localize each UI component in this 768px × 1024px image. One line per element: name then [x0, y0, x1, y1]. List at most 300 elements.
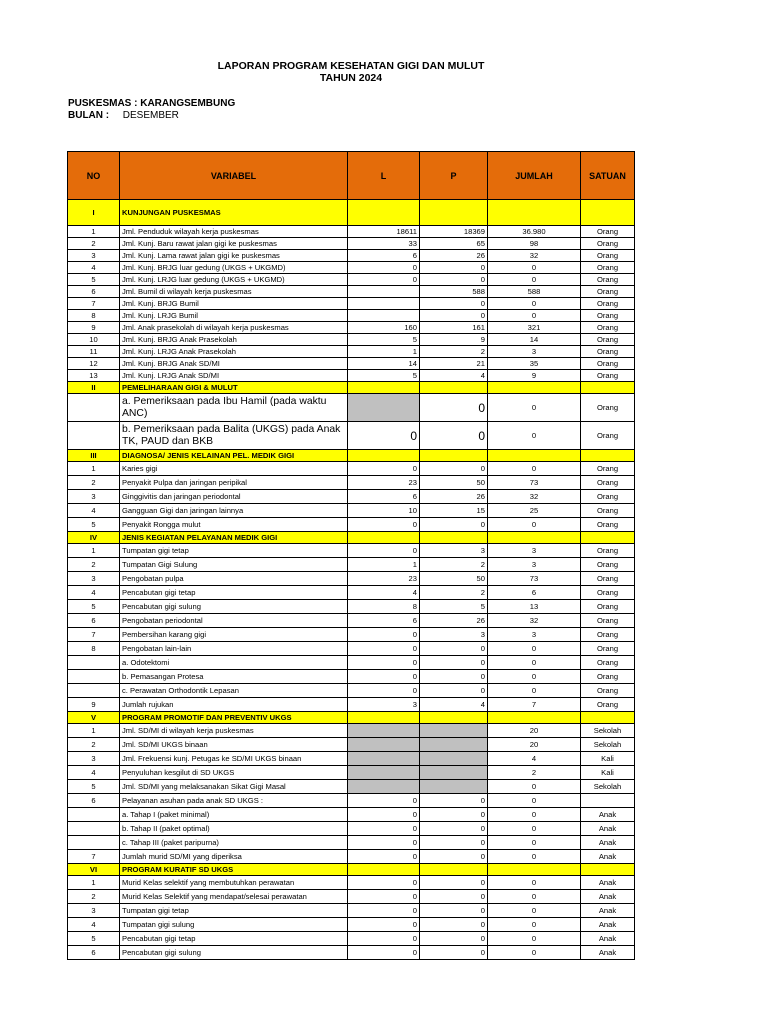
variable-cell: Jml. Kunj. LRJG Anak Prasekolah [120, 346, 348, 358]
satuan-value: Orang [581, 684, 635, 698]
jumlah-value: 6 [488, 586, 581, 600]
bulan-line [68, 110, 179, 122]
table-row [68, 684, 635, 698]
variable-cell: Gangguan Gigi dan jaringan lainnya [120, 504, 348, 518]
section-title: PEMELIHARAAN GIGI & MULUT [120, 382, 348, 394]
variable-cell: Pencabutan gigi sulung [120, 946, 348, 960]
variable-cell: Jml. SD/MI yang melaksanakan Sikat Gigi Masal [120, 780, 348, 794]
row-number: 1 [68, 876, 120, 890]
variable-cell: Pelayanan asuhan pada anak SD UKGS : [120, 794, 348, 808]
variable-cell: Pengobatan lain-lain [120, 642, 348, 656]
l-value: 14 [348, 358, 420, 370]
jumlah-value: 35 [488, 358, 581, 370]
l-value [348, 738, 420, 752]
empty-cell [488, 864, 581, 876]
variable-cell: a. Pemeriksaan pada Ibu Hamil (pada waktu ANC) [120, 394, 348, 422]
column-header: VARIABEL [120, 152, 348, 200]
jumlah-value: 32 [488, 490, 581, 504]
l-value: 0 [348, 274, 420, 286]
satuan-value: Orang [581, 334, 635, 346]
variable-cell: Penyuluhan kesgilut di SD UKGS [120, 766, 348, 780]
jumlah-value: 98 [488, 238, 581, 250]
row-number: 4 [68, 504, 120, 518]
l-value: 0 [348, 544, 420, 558]
table-row [68, 422, 635, 450]
p-value: 50 [420, 572, 488, 586]
variable-cell: Tumpatan gigi sulung [120, 918, 348, 932]
l-value [348, 394, 420, 422]
empty-cell [581, 532, 635, 544]
row-number: 8 [68, 310, 120, 322]
jumlah-value: 13 [488, 600, 581, 614]
section-title: PROGRAM KURATIF SD UKGS [120, 864, 348, 876]
jumlah-value: 0 [488, 904, 581, 918]
section-header-row [68, 864, 635, 876]
table-row [68, 698, 635, 712]
p-value: 0 [420, 394, 488, 422]
satuan-value [581, 794, 635, 808]
l-value: 0 [348, 670, 420, 684]
l-value: 33 [348, 238, 420, 250]
empty-cell [420, 450, 488, 462]
row-number: 7 [68, 850, 120, 864]
column-header: SATUAN [581, 152, 635, 200]
table-row [68, 286, 635, 298]
empty-cell [348, 712, 420, 724]
l-value: 0 [348, 850, 420, 864]
section-header-row [68, 200, 635, 226]
table-row [68, 808, 635, 822]
table-row [68, 346, 635, 358]
variable-cell: Pembersihan karang gigi [120, 628, 348, 642]
empty-cell [348, 382, 420, 394]
row-number: 3 [68, 904, 120, 918]
jumlah-value: 0 [488, 850, 581, 864]
table-row [68, 572, 635, 586]
table-row [68, 586, 635, 600]
variable-cell: Pengobatan pulpa [120, 572, 348, 586]
row-number: 3 [68, 572, 120, 586]
l-value [348, 310, 420, 322]
variable-cell: Tumpatan Gigi Sulung [120, 558, 348, 572]
row-number: 3 [68, 752, 120, 766]
p-value: 0 [420, 822, 488, 836]
satuan-value: Orang [581, 614, 635, 628]
jumlah-value: 73 [488, 476, 581, 490]
jumlah-value: 0 [488, 890, 581, 904]
jumlah-value: 9 [488, 370, 581, 382]
table-row [68, 370, 635, 382]
row-number [68, 394, 120, 422]
section-header-row [68, 532, 635, 544]
variable-cell: Penyakit Pulpa dan jaringan peripikal [120, 476, 348, 490]
bulan-value: DESEMBER [122, 110, 179, 121]
empty-cell [581, 450, 635, 462]
satuan-value: Orang [581, 490, 635, 504]
satuan-value: Orang [581, 226, 635, 238]
l-value: 1 [348, 346, 420, 358]
p-value [420, 766, 488, 780]
satuan-value: Orang [581, 462, 635, 476]
row-number: 5 [68, 780, 120, 794]
table-row [68, 890, 635, 904]
p-value: 18369 [420, 226, 488, 238]
satuan-value: Orang [581, 698, 635, 712]
variable-cell: Pencabutan gigi tetap [120, 586, 348, 600]
satuan-value: Orang [581, 422, 635, 450]
row-number: 13 [68, 370, 120, 382]
p-value [420, 780, 488, 794]
jumlah-value: 0 [488, 822, 581, 836]
p-value: 65 [420, 238, 488, 250]
jumlah-value: 14 [488, 334, 581, 346]
p-value: 2 [420, 586, 488, 600]
l-value: 160 [348, 322, 420, 334]
p-value [420, 752, 488, 766]
table-row [68, 558, 635, 572]
satuan-value: Orang [581, 298, 635, 310]
row-number: 7 [68, 298, 120, 310]
p-value: 0 [420, 794, 488, 808]
satuan-value: Orang [581, 322, 635, 334]
empty-cell [348, 200, 420, 226]
row-number: 2 [68, 476, 120, 490]
jumlah-value: 20 [488, 724, 581, 738]
satuan-value: Anak [581, 808, 635, 822]
empty-cell [348, 864, 420, 876]
table-row [68, 238, 635, 250]
p-value: 0 [420, 850, 488, 864]
jumlah-value: 2 [488, 766, 581, 780]
jumlah-value: 3 [488, 544, 581, 558]
column-header: NO [68, 152, 120, 200]
empty-cell [488, 712, 581, 724]
p-value [420, 738, 488, 752]
p-value: 0 [420, 808, 488, 822]
row-number: 9 [68, 698, 120, 712]
section-title: PROGRAM PROMOTIF DAN PREVENTIV UKGS [120, 712, 348, 724]
p-value: 161 [420, 322, 488, 334]
p-value: 0 [420, 946, 488, 960]
table-row [68, 850, 635, 864]
variable-cell: Jml. Kunj. LRJG Bumil [120, 310, 348, 322]
jumlah-value: 321 [488, 322, 581, 334]
table-row [68, 724, 635, 738]
l-value [348, 780, 420, 794]
variable-cell: Karies gigi [120, 462, 348, 476]
table-row [68, 904, 635, 918]
variable-cell: Jml. Kunj. BRJG Anak Prasekolah [120, 334, 348, 346]
variable-cell: b. Tahap II (paket optimal) [120, 822, 348, 836]
empty-cell [348, 450, 420, 462]
l-value: 0 [348, 890, 420, 904]
row-number: 1 [68, 462, 120, 476]
table-row [68, 250, 635, 262]
table-row [68, 262, 635, 274]
jumlah-value: 0 [488, 808, 581, 822]
table-row [68, 310, 635, 322]
p-value: 26 [420, 490, 488, 504]
empty-cell [488, 532, 581, 544]
variable-cell: Penyakit Rongga mulut [120, 518, 348, 532]
table-row [68, 670, 635, 684]
table-row [68, 932, 635, 946]
l-value: 18611 [348, 226, 420, 238]
variable-cell: Jml. Kunj. Lama rawat jalan gigi ke puskesmas [120, 250, 348, 262]
l-value: 0 [348, 836, 420, 850]
l-value: 0 [348, 518, 420, 532]
l-value [348, 766, 420, 780]
jumlah-value: 0 [488, 656, 581, 670]
jumlah-value: 0 [488, 394, 581, 422]
jumlah-value: 73 [488, 572, 581, 586]
row-number: 9 [68, 322, 120, 334]
l-value: 0 [348, 918, 420, 932]
l-value: 0 [348, 462, 420, 476]
row-number: 4 [68, 918, 120, 932]
row-number: 5 [68, 932, 120, 946]
p-value: 0 [420, 422, 488, 450]
row-number: 4 [68, 262, 120, 274]
variable-cell: Jml. Kunj. LRJG Anak SD/MI [120, 370, 348, 382]
l-value: 5 [348, 334, 420, 346]
p-value: 3 [420, 544, 488, 558]
l-value: 1 [348, 558, 420, 572]
jumlah-value: 0 [488, 932, 581, 946]
table-row [68, 918, 635, 932]
l-value [348, 286, 420, 298]
variable-cell: Jml. Kunj. LRJG luar gedung (UKGS + UKGMD) [120, 274, 348, 286]
row-number: 10 [68, 334, 120, 346]
row-number: 6 [68, 794, 120, 808]
row-number: 6 [68, 946, 120, 960]
p-value: 2 [420, 346, 488, 358]
p-value: 26 [420, 250, 488, 262]
jumlah-value: 0 [488, 670, 581, 684]
satuan-value: Sekolah [581, 724, 635, 738]
l-value: 0 [348, 642, 420, 656]
jumlah-value: 0 [488, 684, 581, 698]
variable-cell: Jml. Kunj. BRJG Anak SD/MI [120, 358, 348, 370]
satuan-value: Anak [581, 904, 635, 918]
jumlah-value: 588 [488, 286, 581, 298]
table-row [68, 628, 635, 642]
row-number [68, 670, 120, 684]
section-header-row [68, 382, 635, 394]
table-row [68, 518, 635, 532]
jumlah-value: 0 [488, 518, 581, 532]
empty-cell [420, 382, 488, 394]
row-number [68, 808, 120, 822]
row-number: 2 [68, 738, 120, 752]
l-value [348, 752, 420, 766]
p-value: 0 [420, 932, 488, 946]
jumlah-value: 0 [488, 836, 581, 850]
empty-cell [488, 450, 581, 462]
l-value [348, 298, 420, 310]
satuan-value: Orang [581, 504, 635, 518]
l-value: 0 [348, 822, 420, 836]
table-header-row [68, 152, 635, 200]
variable-cell: c. Tahap III (paket paripurna) [120, 836, 348, 850]
satuan-value: Orang [581, 286, 635, 298]
empty-cell [420, 712, 488, 724]
l-value: 0 [348, 422, 420, 450]
p-value: 50 [420, 476, 488, 490]
report-year: TAHUN 2024 [319, 72, 383, 84]
table-row [68, 544, 635, 558]
satuan-value: Sekolah [581, 738, 635, 752]
l-value: 5 [348, 370, 420, 382]
table-row [68, 822, 635, 836]
satuan-value: Anak [581, 876, 635, 890]
row-number: 5 [68, 518, 120, 532]
satuan-value: Orang [581, 558, 635, 572]
row-number: 5 [68, 274, 120, 286]
column-header: JUMLAH [488, 152, 581, 200]
l-value: 10 [348, 504, 420, 518]
p-value: 0 [420, 274, 488, 286]
row-number: 3 [68, 250, 120, 262]
row-number [68, 422, 120, 450]
satuan-value: Anak [581, 850, 635, 864]
variable-cell: Jml. Kunj. Baru rawat jalan gigi ke puskesmas [120, 238, 348, 250]
variable-cell: Tumpatan gigi tetap [120, 544, 348, 558]
column-header: P [420, 152, 488, 200]
table-row [68, 462, 635, 476]
empty-cell [581, 200, 635, 226]
jumlah-value: 25 [488, 504, 581, 518]
satuan-value: Orang [581, 544, 635, 558]
table-row [68, 358, 635, 370]
variable-cell: Murid Kelas selektif yang membutuhkan perawatan [120, 876, 348, 890]
row-number: 11 [68, 346, 120, 358]
variable-cell: Jml. Kunj. BRJG Bumil [120, 298, 348, 310]
l-value: 8 [348, 600, 420, 614]
p-value: 15 [420, 504, 488, 518]
variable-cell: Jml. Anak prasekolah di wilayah kerja puskesmas [120, 322, 348, 334]
p-value: 2 [420, 558, 488, 572]
empty-cell [488, 200, 581, 226]
variable-cell: Tumpatan gigi tetap [120, 904, 348, 918]
table-row [68, 490, 635, 504]
section-title: DIAGNOSA/ JENIS KELAINAN PEL. MEDIK GIGI [120, 450, 348, 462]
table-row [68, 794, 635, 808]
satuan-value: Orang [581, 262, 635, 274]
l-value: 0 [348, 932, 420, 946]
table-row [68, 504, 635, 518]
satuan-value: Orang [581, 358, 635, 370]
row-number [68, 836, 120, 850]
l-value: 0 [348, 946, 420, 960]
p-value: 0 [420, 262, 488, 274]
row-number [68, 684, 120, 698]
row-number: 7 [68, 628, 120, 642]
satuan-value: Anak [581, 822, 635, 836]
jumlah-value: 0 [488, 422, 581, 450]
p-value: 0 [420, 890, 488, 904]
row-number: 4 [68, 766, 120, 780]
variable-cell: b. Pemasangan Protesa [120, 670, 348, 684]
section-number: III [68, 450, 120, 462]
table-body [68, 200, 635, 960]
table-row [68, 274, 635, 286]
section-header-row [68, 712, 635, 724]
l-value: 6 [348, 614, 420, 628]
empty-cell [581, 864, 635, 876]
row-number [68, 822, 120, 836]
p-value: 0 [420, 876, 488, 890]
satuan-value: Orang [581, 656, 635, 670]
l-value: 0 [348, 794, 420, 808]
variable-cell: Jml. Frekuensi kunj. Petugas ke SD/MI UKGS binaan [120, 752, 348, 766]
jumlah-value: 4 [488, 752, 581, 766]
variable-cell: Jml. SD/MI di wilayah kerja puskesmas [120, 724, 348, 738]
section-number: VI [68, 864, 120, 876]
report-title: LAPORAN PROGRAM KESEHATAN GIGI DAN MULUT [217, 60, 485, 72]
l-value: 0 [348, 628, 420, 642]
jumlah-value: 3 [488, 558, 581, 572]
l-value: 0 [348, 876, 420, 890]
l-value: 0 [348, 656, 420, 670]
variable-cell: Jumlah murid SD/MI yang diperiksa [120, 850, 348, 864]
row-number: 4 [68, 586, 120, 600]
satuan-value: Anak [581, 932, 635, 946]
p-value: 3 [420, 628, 488, 642]
satuan-value: Orang [581, 370, 635, 382]
satuan-value: Orang [581, 250, 635, 262]
p-value: 26 [420, 614, 488, 628]
satuan-value: Orang [581, 518, 635, 532]
p-value: 5 [420, 600, 488, 614]
jumlah-value: 0 [488, 794, 581, 808]
variable-cell: c. Perawatan Orthodontik Lepasan [120, 684, 348, 698]
empty-cell [420, 864, 488, 876]
p-value: 588 [420, 286, 488, 298]
variable-cell: Jumlah rujukan [120, 698, 348, 712]
row-number: 8 [68, 642, 120, 656]
satuan-value: Orang [581, 572, 635, 586]
table-row [68, 476, 635, 490]
satuan-value: Kali [581, 766, 635, 780]
row-number: 1 [68, 724, 120, 738]
variable-cell: Jml. Kunj. BRJG luar gedung (UKGS + UKGMD) [120, 262, 348, 274]
jumlah-value: 0 [488, 262, 581, 274]
p-value: 0 [420, 918, 488, 932]
row-number [68, 656, 120, 670]
section-number: V [68, 712, 120, 724]
table-row [68, 298, 635, 310]
table-row [68, 656, 635, 670]
l-value: 23 [348, 476, 420, 490]
table-row [68, 614, 635, 628]
p-value: 0 [420, 298, 488, 310]
p-value: 4 [420, 698, 488, 712]
row-number: 2 [68, 890, 120, 904]
empty-cell [420, 200, 488, 226]
jumlah-value: 20 [488, 738, 581, 752]
row-number: 12 [68, 358, 120, 370]
satuan-value: Kali [581, 752, 635, 766]
satuan-value: Anak [581, 836, 635, 850]
l-value: 0 [348, 684, 420, 698]
satuan-value: Orang [581, 628, 635, 642]
jumlah-value: 0 [488, 298, 581, 310]
empty-cell [581, 382, 635, 394]
p-value: 0 [420, 684, 488, 698]
p-value: 0 [420, 642, 488, 656]
variable-cell: a. Tahap I (paket minimal) [120, 808, 348, 822]
